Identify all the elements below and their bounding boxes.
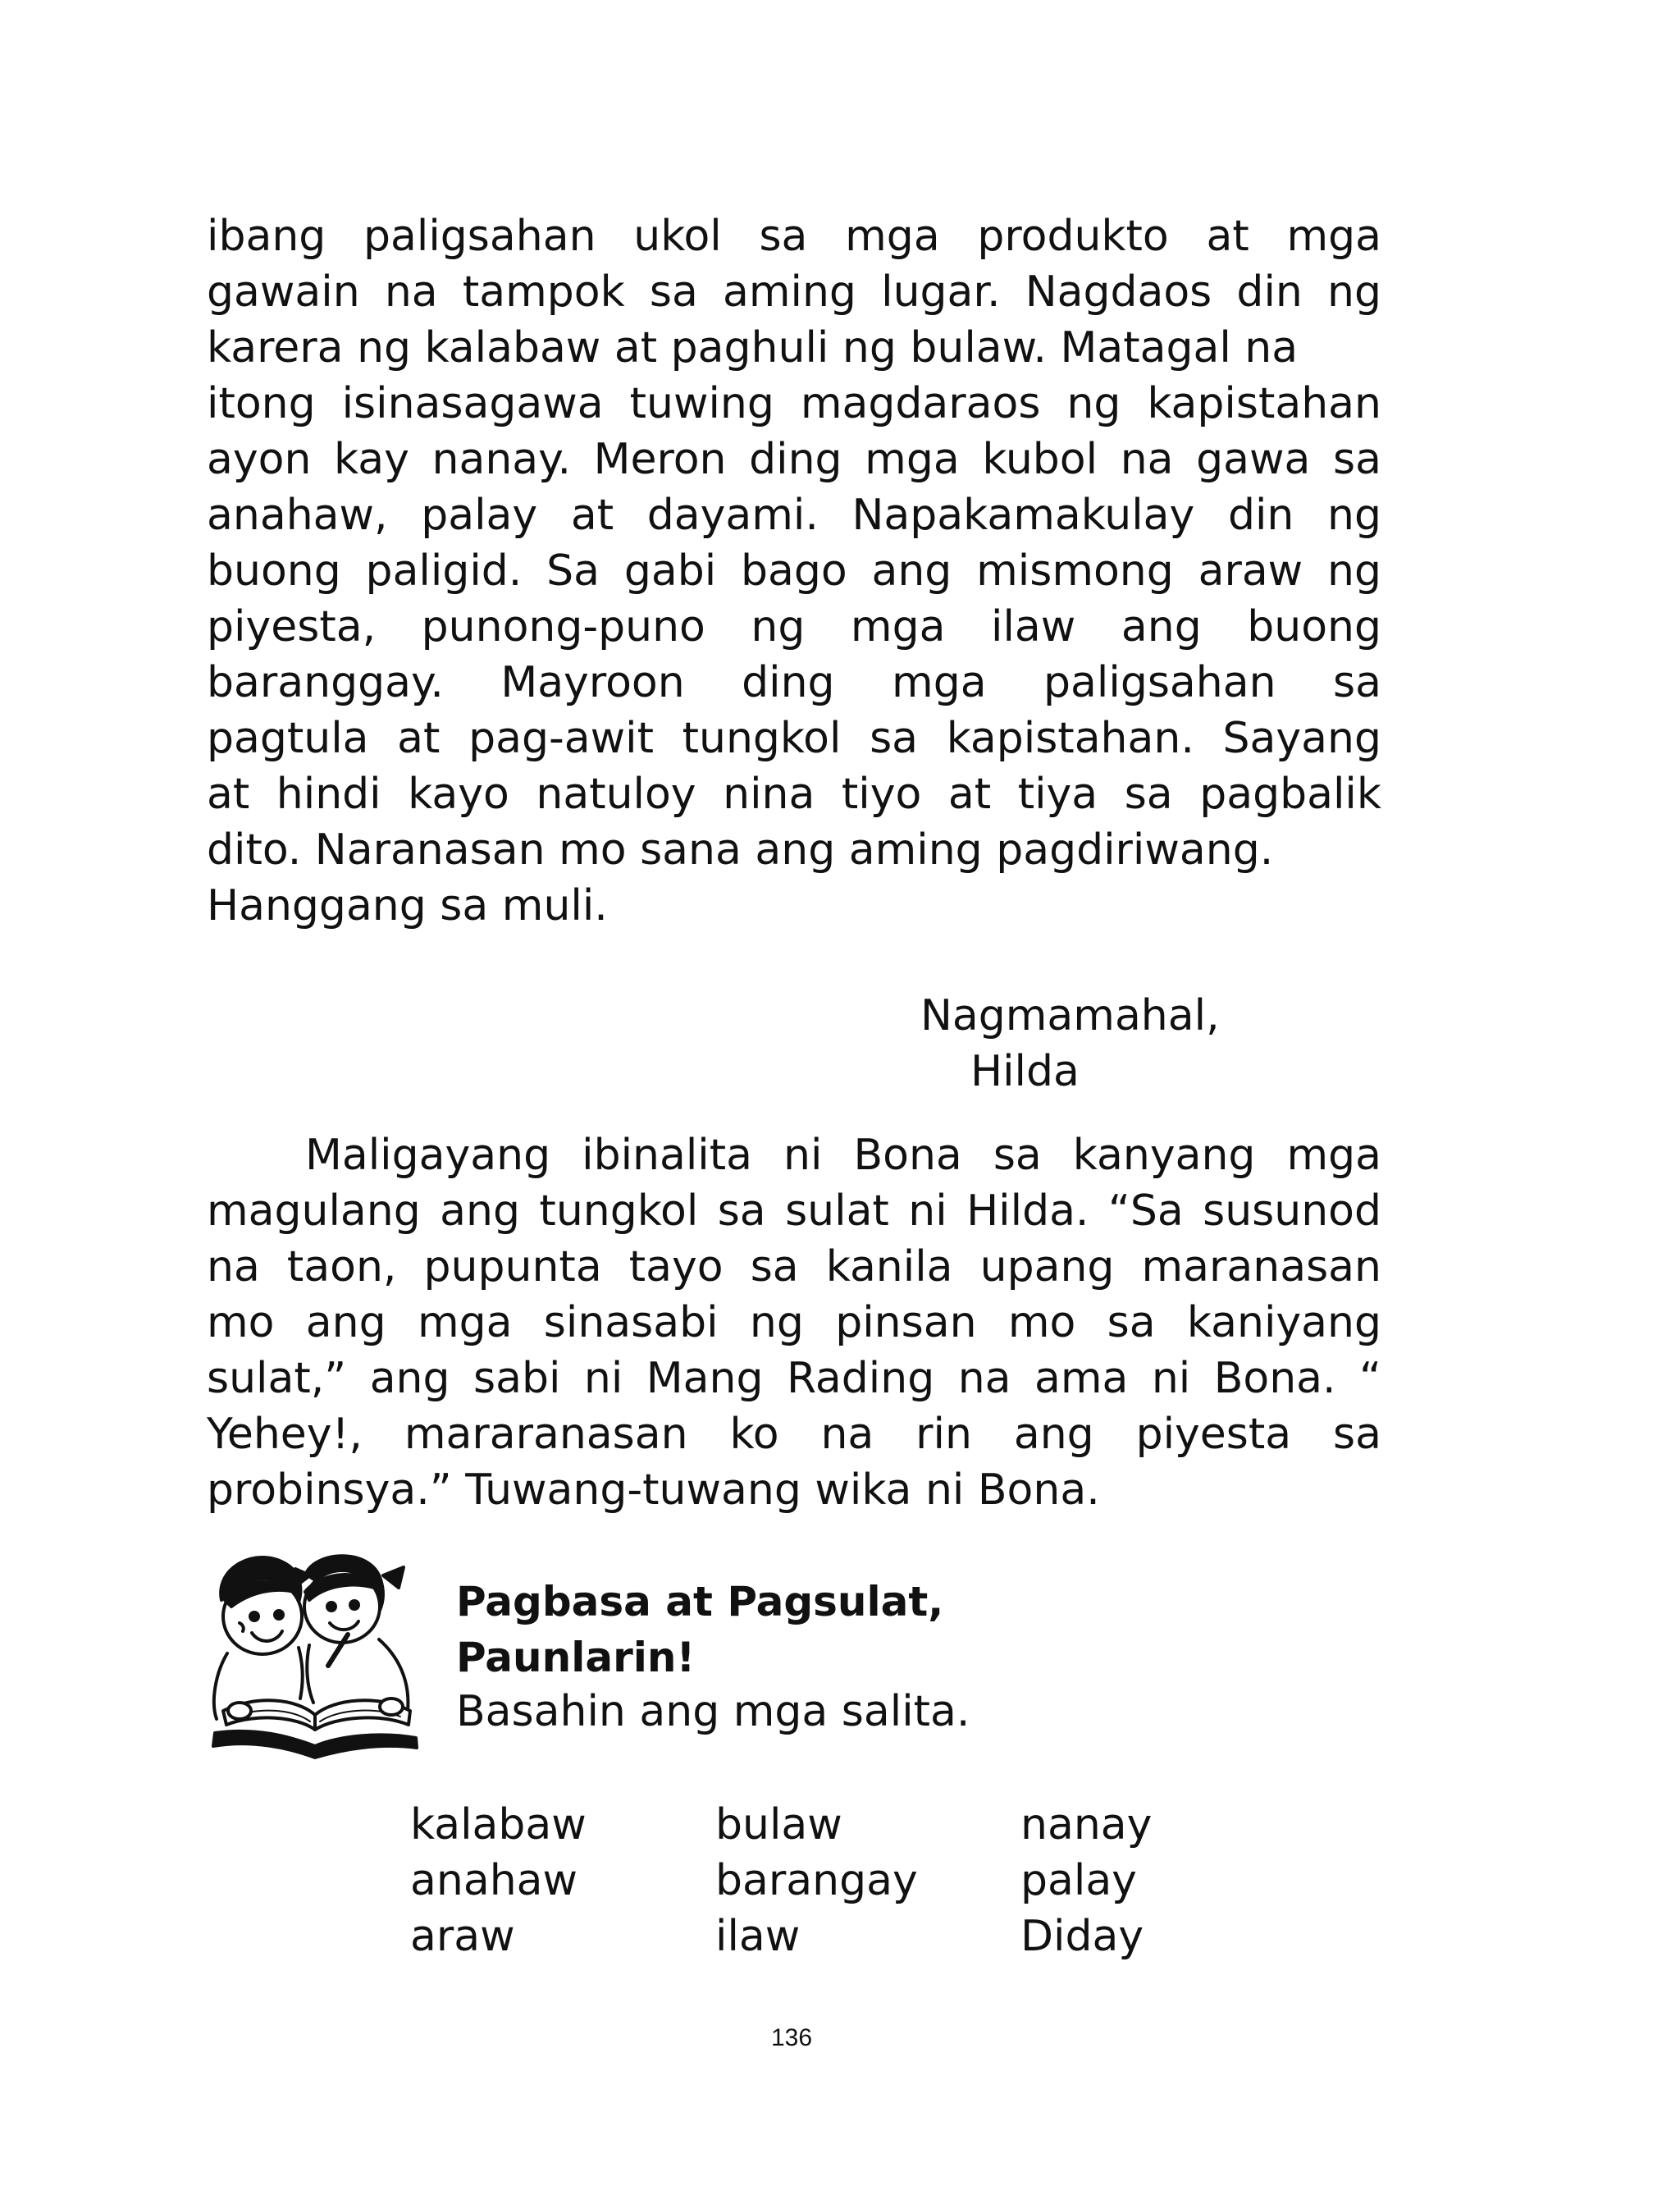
word-item: araw <box>410 1912 515 1961</box>
letter-line: buong paligid. Sa gabi bago ang mismong araw ng <box>207 546 1381 596</box>
word-list <box>410 1797 1267 1964</box>
letter-body <box>207 208 1381 934</box>
letter-line: Hanggang sa muli. <box>207 881 608 930</box>
page-number: 136 <box>770 2024 813 2051</box>
narration-line: probinsya.” Tuwang-tuwang wika ni Bona. <box>207 1465 1100 1515</box>
letter-line: dito. Naranasan mo sana ang aming pagdiriwang. <box>207 825 1274 875</box>
narration-line: sulat,” ang sabi ni Mang Rading na ama ni Bona. “ <box>207 1354 1381 1403</box>
narration-line: na taon, pupunta tayo sa kanila upang maranasan <box>207 1242 1381 1292</box>
narration-line: mo ang mga sinasabi ng pinsan mo sa kaniyang <box>207 1298 1381 1347</box>
narration-line: magulang ang tungkol sa sulat ni Hilda. “Sa susunod <box>207 1186 1381 1236</box>
letter-line: piyesta, punong-puno ng mga ilaw ang buong <box>207 602 1381 652</box>
letter-line: itong isinasagawa tuwing magdaraos ng kapistahan <box>207 379 1381 428</box>
word-item: palay <box>1020 1856 1137 1905</box>
letter-line: anahaw, palay at dayami. Napakamakulay din ng <box>207 491 1381 540</box>
word-item: anahaw <box>410 1856 578 1905</box>
word-item: ilaw <box>715 1912 801 1961</box>
letter-line: pagtula at pag-awit tungkol sa kapistahan. Sayang <box>207 714 1381 763</box>
letter-line: karera ng kalabaw at paghuli ng bulaw. Matagal na <box>207 323 1299 373</box>
letter-closing: Nagmamahal, <box>920 991 1220 1040</box>
narration-line: Maligayang ibinalita ni Bona sa kanyang mga <box>305 1131 1381 1180</box>
section-title: Pagbasa at Pagsulat, <box>456 1578 944 1625</box>
letter-line: gawain na tampok sa aming lugar. Nagdaos din ng <box>207 267 1381 317</box>
word-item: Diday <box>1020 1912 1144 1961</box>
section-title: Paunlarin! <box>456 1634 696 1681</box>
word-item: barangay <box>715 1856 918 1905</box>
children-reading-book-illustration <box>207 1543 422 1764</box>
letter-signature: Hilda <box>970 1047 1080 1096</box>
letter-line: ayon kay nanay. Meron ding mga kubol na gawa sa <box>207 435 1381 484</box>
letter-line: baranggay. Mayroon ding mga paligsahan sa <box>207 658 1381 707</box>
word-item: nanay <box>1020 1800 1153 1849</box>
word-item: kalabaw <box>410 1800 587 1849</box>
word-item: bulaw <box>715 1800 842 1849</box>
narration-paragraph <box>207 1127 1381 1518</box>
letter-line: at hindi kayo natuloy nina tiyo at tiya sa pagbalik <box>207 770 1381 819</box>
letter-line: ibang paligsahan ukol sa mga produkto at mga <box>207 212 1381 261</box>
narration-line: Yehey!, mararanasan ko na rin ang piyesta sa <box>207 1410 1381 1459</box>
section-instruction: Basahin ang mga salita. <box>456 1687 970 1736</box>
